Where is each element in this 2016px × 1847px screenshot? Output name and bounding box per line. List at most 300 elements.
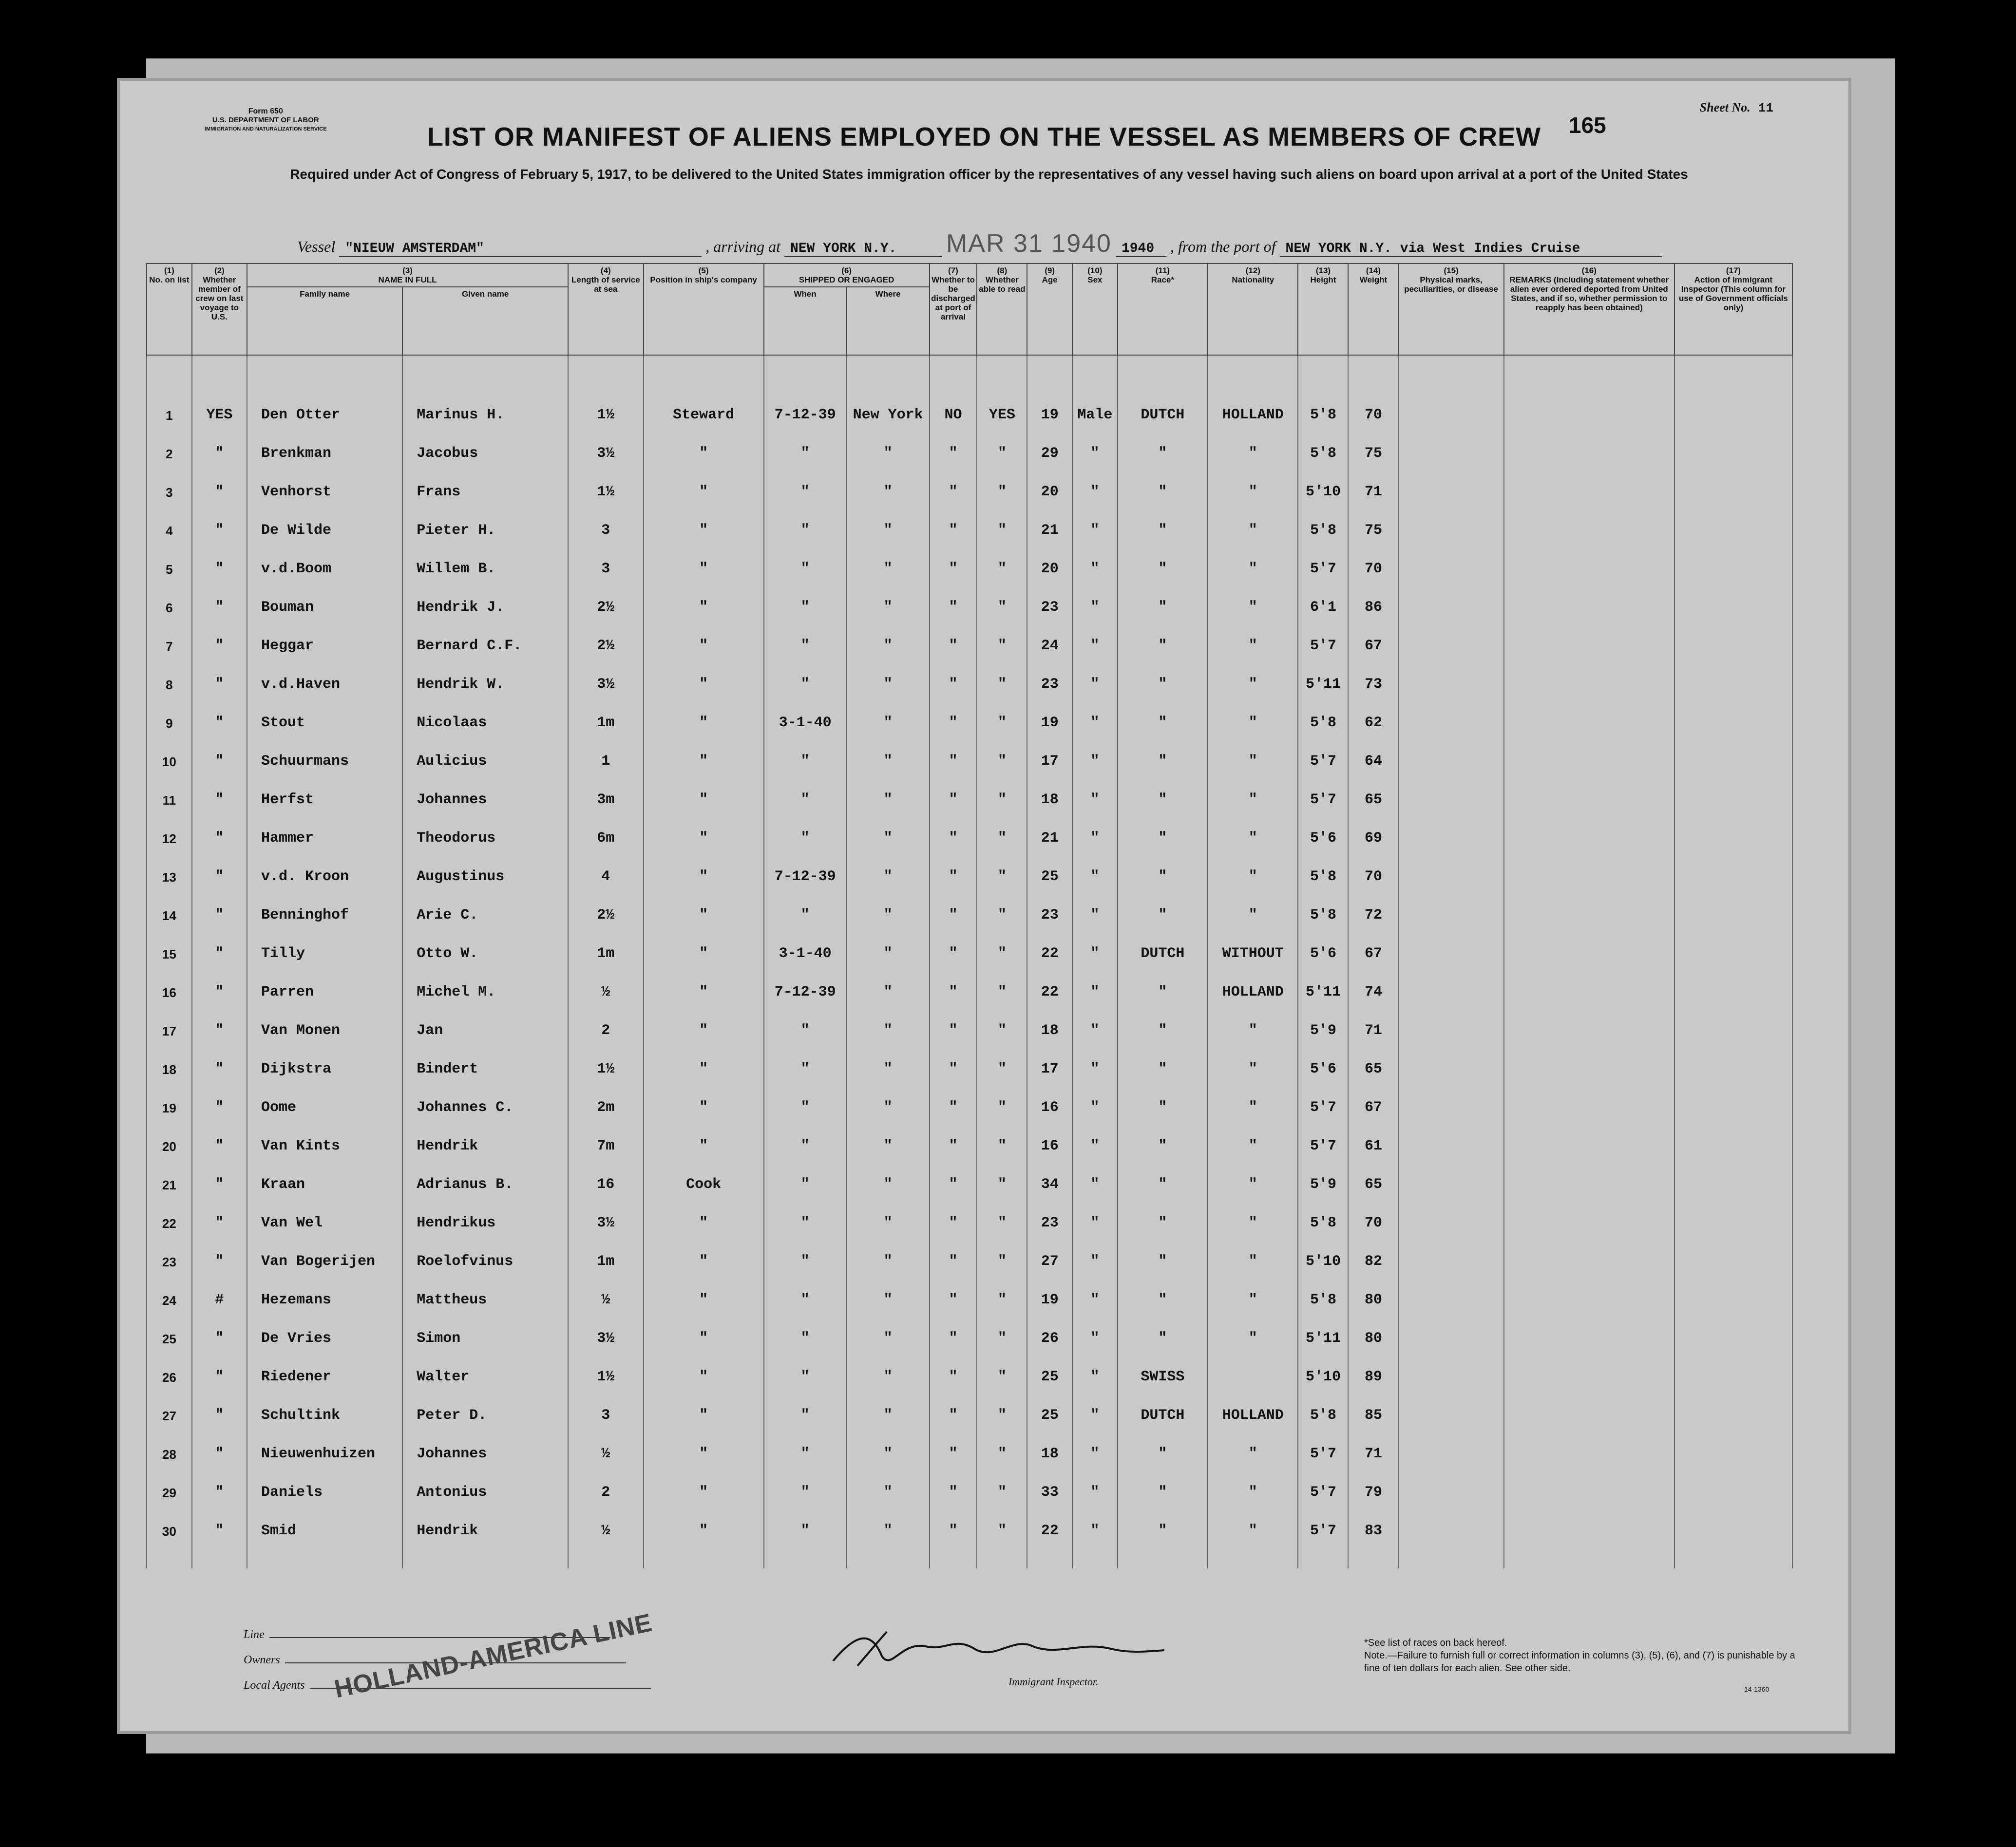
table-cell: 13: [147, 847, 192, 885]
table-cell: WITHOUT: [1208, 924, 1298, 962]
table-cell: ": [1072, 924, 1118, 962]
table-cell: ": [192, 1116, 247, 1154]
table-cell: ": [192, 1154, 247, 1193]
table-cell: ": [977, 847, 1027, 885]
table-cell: 24: [1027, 616, 1072, 654]
table-cell: Antonius: [402, 1462, 568, 1501]
table-cell: 1½: [568, 385, 643, 423]
table-cell: [1674, 1501, 1792, 1539]
table-cell: ": [1072, 654, 1118, 693]
table-cell: ": [930, 1347, 977, 1385]
table-cell: 3: [568, 1385, 643, 1424]
table-cell: Male: [1072, 385, 1118, 423]
table-row: [147, 616, 1792, 654]
table-cell: 27: [1027, 1231, 1072, 1270]
table-cell: 1½: [568, 1039, 643, 1077]
table-cell: 5'8: [1298, 847, 1348, 885]
table-cell: Bindert: [402, 1039, 568, 1077]
table-cell: ": [192, 1424, 247, 1462]
table-cell: ": [644, 1116, 764, 1154]
table-cell: ": [1208, 423, 1298, 462]
table-cell: 62: [1348, 693, 1398, 731]
table-cell: ": [644, 1462, 764, 1501]
table-cell: [1398, 1424, 1503, 1462]
table-cell: 22: [1027, 1501, 1072, 1539]
owners-label: Owners: [244, 1654, 280, 1666]
table-cell: NO: [930, 385, 977, 423]
table-cell: [1504, 1000, 1674, 1039]
table-cell: ": [1208, 577, 1298, 616]
table-cell: 1m: [568, 693, 643, 731]
table-cell: ": [977, 500, 1027, 539]
table-row: [147, 577, 1792, 616]
col-header: (9) Age: [1027, 264, 1072, 355]
binder-hole: [78, 594, 102, 624]
table-cell: Parren: [247, 962, 402, 1000]
page-title: LIST OR MANIFEST OF ALIENS EMPLOYED ON THE VESSEL AS MEMBERS OF CREW: [427, 122, 1541, 151]
table-cell: Willem B.: [402, 539, 568, 577]
table-cell: Riedener: [247, 1347, 402, 1385]
table-cell: [1674, 1077, 1792, 1116]
table-cell: ": [930, 1000, 977, 1039]
col-header: (2) Whether member of crew on last voyage to U.S.: [192, 264, 247, 355]
table-cell: [1504, 962, 1674, 1000]
table-cell: ": [644, 1231, 764, 1270]
table-cell: [1398, 462, 1503, 500]
table-cell: 26: [147, 1347, 192, 1385]
binder-hole: [78, 1203, 102, 1233]
col-header: Where: [847, 287, 930, 355]
table-cell: ": [192, 770, 247, 808]
table-cell: ": [930, 577, 977, 616]
table-cell: [1398, 847, 1503, 885]
table-cell: ": [1208, 500, 1298, 539]
table-cell: [1504, 1424, 1674, 1462]
table-cell: [1674, 1039, 1792, 1077]
table-cell: [1504, 1193, 1674, 1231]
table-cell: Bouman: [247, 577, 402, 616]
sheet-label: Sheet No.: [1699, 100, 1750, 114]
table-cell: ": [1118, 962, 1208, 1000]
table-cell: 27: [147, 1385, 192, 1424]
table-cell: 17: [1027, 731, 1072, 770]
table-cell: 71: [1348, 1424, 1398, 1462]
table-cell: ": [1118, 423, 1208, 462]
table-cell: ": [1208, 1501, 1298, 1539]
table-cell: ": [1072, 1039, 1118, 1077]
table-cell: ": [977, 423, 1027, 462]
table-cell: 5'8: [1298, 423, 1348, 462]
table-cell: [1504, 1077, 1674, 1116]
table-cell: 21: [147, 1154, 192, 1193]
from-port: NEW YORK N.Y. via West Indies Cruise: [1280, 241, 1662, 257]
table-cell: ": [847, 1308, 930, 1347]
table-cell: ": [1118, 539, 1208, 577]
table-cell: 73: [1348, 654, 1398, 693]
table-row: [147, 1501, 1792, 1539]
table-cell: ": [644, 577, 764, 616]
table-cell: DUTCH: [1118, 924, 1208, 962]
col-header: (4) Length of service at sea: [568, 264, 643, 355]
vessel-line: [297, 229, 1662, 258]
table-row: [147, 731, 1792, 770]
table-cell: ": [192, 1308, 247, 1347]
table-cell: 2½: [568, 616, 643, 654]
table-cell: 70: [1348, 539, 1398, 577]
binder-hole: [78, 1456, 102, 1487]
table-cell: Aulicius: [402, 731, 568, 770]
table-cell: 79: [1348, 1462, 1398, 1501]
table-cell: 6m: [568, 808, 643, 847]
line-stamp: HOLLAND-AMERICA LINE: [332, 1608, 655, 1704]
table-cell: [1674, 770, 1792, 808]
table-cell: 5'7: [1298, 1077, 1348, 1116]
table-cell: [1398, 616, 1503, 654]
table-cell: ": [1072, 616, 1118, 654]
table-cell: [1674, 1000, 1792, 1039]
table-cell: Johannes C.: [402, 1077, 568, 1116]
table-cell: Roelofvinus: [402, 1231, 568, 1270]
footnote: [1364, 1637, 1803, 1675]
table-cell: ": [764, 1501, 847, 1539]
table-row: [147, 539, 1792, 577]
table-cell: 5'9: [1298, 1000, 1348, 1039]
table-cell: 6'1: [1298, 577, 1348, 616]
table-cell: ": [1072, 423, 1118, 462]
table-cell: YES: [192, 385, 247, 423]
service: IMMIGRATION AND NATURALIZATION SERVICE: [205, 126, 327, 132]
table-row: [147, 847, 1792, 885]
table-cell: ": [1118, 731, 1208, 770]
table-cell: [1504, 1308, 1674, 1347]
table-cell: YES: [977, 385, 1027, 423]
table-cell: Van Bogerijen: [247, 1231, 402, 1270]
table-cell: ": [1208, 654, 1298, 693]
table-cell: ": [192, 1385, 247, 1424]
table-cell: 61: [1348, 1116, 1398, 1154]
table-cell: [1674, 731, 1792, 770]
table-cell: Hendrik: [402, 1501, 568, 1539]
table-cell: ": [644, 423, 764, 462]
table-cell: ": [1208, 1462, 1298, 1501]
table-cell: [1398, 885, 1503, 924]
table-cell: 65: [1348, 1039, 1398, 1077]
table-cell: [1504, 693, 1674, 731]
table-cell: 7-12-39: [764, 962, 847, 1000]
table-cell: Hendrik W.: [402, 654, 568, 693]
table-cell: [1398, 1501, 1503, 1539]
table-row: [147, 1462, 1792, 1501]
table-cell: Den Otter: [247, 385, 402, 423]
table-cell: Dijkstra: [247, 1039, 402, 1077]
table-row: [147, 1385, 1792, 1424]
table-cell: [1504, 423, 1674, 462]
table-cell: ": [930, 1385, 977, 1424]
table-cell: 23: [1027, 1193, 1072, 1231]
table-cell: Hammer: [247, 808, 402, 847]
table-cell: Arie C.: [402, 885, 568, 924]
table-cell: Johannes: [402, 1424, 568, 1462]
table-cell: 64: [1348, 731, 1398, 770]
table-cell: [1398, 1347, 1503, 1385]
table-cell: 1m: [568, 924, 643, 962]
crew-table-body: [147, 355, 1792, 1568]
table-cell: ½: [568, 1270, 643, 1308]
table-cell: Pieter H.: [402, 500, 568, 539]
page-subtitle: Required under Act of Congress of February 5, 1917, to be delivered to the United States immigration officer by the representatives of any vessel having such aliens on board upon arrival at a port of the United States: [290, 167, 1688, 182]
table-cell: ": [977, 1462, 1027, 1501]
table-cell: 23: [1027, 885, 1072, 924]
table-row: [147, 1308, 1792, 1347]
table-row: [147, 500, 1792, 539]
table-cell: Frans: [402, 462, 568, 500]
table-cell: ": [930, 962, 977, 1000]
table-cell: 70: [1348, 847, 1398, 885]
table-cell: ": [1208, 731, 1298, 770]
table-cell: 10: [147, 731, 192, 770]
table-cell: ": [1208, 847, 1298, 885]
table-cell: [1674, 462, 1792, 500]
table-cell: 5'8: [1298, 1270, 1348, 1308]
table-cell: ": [644, 924, 764, 962]
table-cell: 5'11: [1298, 1308, 1348, 1347]
table-cell: ": [1118, 1424, 1208, 1462]
table-cell: ½: [568, 1424, 643, 1462]
table-cell: #: [192, 1270, 247, 1308]
table-cell: ": [930, 1424, 977, 1462]
table-cell: ": [1072, 1347, 1118, 1385]
table-cell: [1398, 808, 1503, 847]
table-cell: HOLLAND: [1208, 1385, 1298, 1424]
table-cell: ": [847, 1385, 930, 1424]
table-cell: ": [1118, 1462, 1208, 1501]
table-cell: ": [764, 731, 847, 770]
table-cell: 85: [1348, 1385, 1398, 1424]
spacer-row: [147, 355, 1792, 385]
table-cell: 19: [1027, 385, 1072, 423]
table-cell: v.d.Boom: [247, 539, 402, 577]
table-cell: 86: [1348, 577, 1398, 616]
table-cell: Van Kints: [247, 1116, 402, 1154]
table-cell: ": [847, 1154, 930, 1193]
table-cell: ": [1072, 1385, 1118, 1424]
table-row: [147, 962, 1792, 1000]
arriving-port: NEW YORK N.Y.: [784, 241, 942, 257]
table-cell: Kraan: [247, 1154, 402, 1193]
table-cell: 65: [1348, 770, 1398, 808]
table-cell: ": [1072, 1424, 1118, 1462]
table-cell: [1674, 847, 1792, 885]
table-cell: ": [930, 693, 977, 731]
table-cell: [1398, 1270, 1503, 1308]
table-cell: ": [644, 1501, 764, 1539]
table-cell: 25: [1027, 847, 1072, 885]
table-cell: ": [977, 1231, 1027, 1270]
table-cell: ": [192, 1501, 247, 1539]
table-cell: Tilly: [247, 924, 402, 962]
table-cell: ": [977, 1308, 1027, 1347]
table-cell: ": [977, 693, 1027, 731]
table-cell: 17: [147, 1000, 192, 1039]
table-cell: [1504, 539, 1674, 577]
table-cell: ": [764, 654, 847, 693]
table-cell: 80: [1348, 1270, 1398, 1308]
table-cell: [1674, 539, 1792, 577]
table-cell: Bernard C.F.: [402, 616, 568, 654]
table-cell: ": [764, 1116, 847, 1154]
table-cell: 29: [1027, 423, 1072, 462]
table-cell: ": [192, 1193, 247, 1231]
table-cell: ": [977, 770, 1027, 808]
table-cell: [1674, 1424, 1792, 1462]
table-cell: ": [1118, 654, 1208, 693]
table-cell: 34: [1027, 1154, 1072, 1193]
table-cell: 5'7: [1298, 1424, 1348, 1462]
table-cell: [1504, 385, 1674, 423]
table-cell: 15: [147, 924, 192, 962]
table-cell: 2: [568, 1462, 643, 1501]
table-cell: ": [847, 808, 930, 847]
table-cell: [1504, 1231, 1674, 1270]
table-cell: 21: [1027, 500, 1072, 539]
table-cell: [1674, 1154, 1792, 1193]
table-cell: ": [1208, 1077, 1298, 1116]
table-cell: [1398, 1154, 1503, 1193]
sheet-value: 11: [1758, 101, 1773, 115]
table-cell: 21: [1027, 808, 1072, 847]
table-cell: 5'11: [1298, 654, 1348, 693]
table-cell: ": [977, 1193, 1027, 1231]
table-cell: [1674, 1193, 1792, 1231]
table-cell: ": [192, 1039, 247, 1077]
table-cell: ": [764, 1347, 847, 1385]
vessel-name: "NIEUW AMSTERDAM": [339, 241, 702, 257]
table-cell: [1504, 885, 1674, 924]
table-cell: Nieuwenhuizen: [247, 1424, 402, 1462]
table-cell: ": [644, 500, 764, 539]
table-cell: ": [847, 423, 930, 462]
table-cell: ": [847, 1039, 930, 1077]
col-header: (15) Physical marks, peculiarities, or disease: [1398, 264, 1503, 355]
table-cell: ": [847, 462, 930, 500]
table-cell: ": [1072, 1154, 1118, 1193]
table-cell: ": [644, 847, 764, 885]
table-cell: Jan: [402, 1000, 568, 1039]
table-cell: [1504, 847, 1674, 885]
table-cell: ": [977, 1116, 1027, 1154]
table-row: [147, 693, 1792, 731]
table-cell: 3: [147, 462, 192, 500]
table-cell: [1674, 500, 1792, 539]
col-header: (1) No. on list: [147, 264, 192, 355]
table-cell: Schuurmans: [247, 731, 402, 770]
table-cell: [1504, 1116, 1674, 1154]
table-cell: [1398, 731, 1503, 770]
table-cell: [1398, 577, 1503, 616]
table-row: [147, 385, 1792, 423]
table-cell: 3-1-40: [764, 924, 847, 962]
table-cell: Daniels: [247, 1462, 402, 1501]
table-cell: ": [192, 1231, 247, 1270]
table-cell: 23: [147, 1231, 192, 1270]
table-cell: 23: [1027, 577, 1072, 616]
table-cell: ": [1208, 1193, 1298, 1231]
table-row: [147, 770, 1792, 808]
table-cell: 67: [1348, 924, 1398, 962]
table-cell: 5'8: [1298, 1193, 1348, 1231]
table-row: [147, 1270, 1792, 1308]
table-cell: 8: [147, 654, 192, 693]
table-cell: 5'9: [1298, 1154, 1348, 1193]
table-cell: ": [1072, 731, 1118, 770]
table-cell: ": [977, 577, 1027, 616]
table-cell: ": [977, 731, 1027, 770]
table-cell: [1674, 1116, 1792, 1154]
table-cell: ": [847, 616, 930, 654]
table-cell: ": [1072, 962, 1118, 1000]
footnote-note: Note.—Failure to furnish full or correct information in columns (3), (5), (6), and (7) is punishable by a fine of ten dollars for each alien. See other side.: [1364, 1650, 1795, 1674]
table-cell: ": [1118, 1501, 1208, 1539]
table-cell: ": [847, 539, 930, 577]
table-cell: ": [1208, 808, 1298, 847]
table-cell: ": [644, 693, 764, 731]
table-cell: Oome: [247, 1077, 402, 1116]
table-cell: ": [847, 770, 930, 808]
table-cell: 17: [1027, 1039, 1072, 1077]
table-cell: ": [930, 1231, 977, 1270]
table-cell: Walter: [402, 1347, 568, 1385]
department: U.S. DEPARTMENT OF LABOR: [212, 116, 319, 124]
table-cell: Steward: [644, 385, 764, 423]
table-cell: 25: [147, 1308, 192, 1347]
table-cell: 28: [147, 1424, 192, 1462]
table-cell: ": [847, 1270, 930, 1308]
table-cell: 3m: [568, 770, 643, 808]
table-cell: ": [1118, 1231, 1208, 1270]
table-cell: 89: [1348, 1347, 1398, 1385]
table-cell: ": [192, 500, 247, 539]
table-cell: 20: [147, 1116, 192, 1154]
table-cell: 16: [147, 962, 192, 1000]
table-cell: 67: [1348, 1077, 1398, 1116]
table-cell: ": [1208, 462, 1298, 500]
table-cell: ": [1118, 500, 1208, 539]
col-header: (13) Height: [1298, 264, 1348, 355]
table-cell: ": [1072, 1308, 1118, 1347]
table-cell: [1504, 731, 1674, 770]
table-cell: ": [930, 1116, 977, 1154]
table-cell: 7: [147, 616, 192, 654]
table-cell: 2½: [568, 885, 643, 924]
table-row: [147, 1077, 1792, 1116]
table-cell: ": [1208, 539, 1298, 577]
table-cell: ": [192, 539, 247, 577]
inspector-label: Immigrant Inspector.: [1008, 1676, 1099, 1688]
table-cell: [1504, 1462, 1674, 1501]
table-cell: ": [847, 693, 930, 731]
table-cell: 14: [147, 885, 192, 924]
table-cell: 5'7: [1298, 1116, 1348, 1154]
table-cell: Michel M.: [402, 962, 568, 1000]
table-cell: ": [1118, 616, 1208, 654]
table-cell: Adrianus B.: [402, 1154, 568, 1193]
table-cell: ": [930, 500, 977, 539]
table-cell: Schultink: [247, 1385, 402, 1424]
table-cell: 2m: [568, 1077, 643, 1116]
agents-label: Local Agents: [244, 1679, 305, 1692]
table-row: [147, 808, 1792, 847]
table-cell: ": [1118, 1039, 1208, 1077]
